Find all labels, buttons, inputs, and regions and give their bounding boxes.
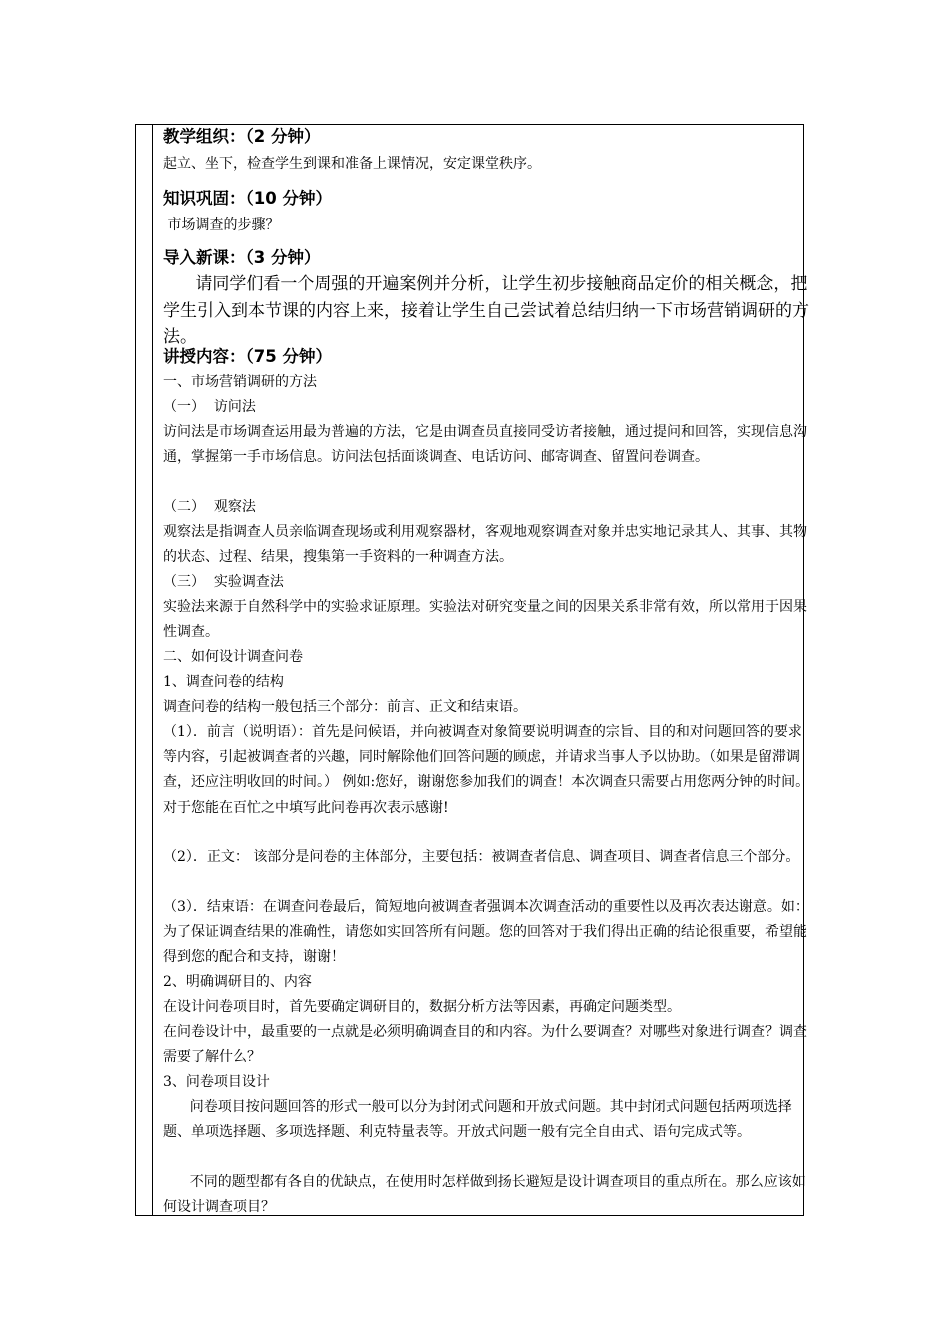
paragraph: （二） 观察法 — [163, 499, 256, 515]
paragraph: 问卷项目按问题回答的形式一般可以分为封闭式问题和开放式问题。其中封闭式问题包括两项选择题、单项选择题、多项选择题、利克特量表等。开放式问题一般有完全自由式、语句完成式等。 — [163, 1099, 792, 1141]
paragraph: 起立、坐下，检查学生到课和准备上课情况，安定课堂秩序。 — [163, 156, 541, 172]
paragraph: 一、市场营销调研的方法 — [163, 374, 317, 390]
paragraph: 实验法来源于自然科学中的实验求证原理。实验法对研究变量之间的因果关系非常有效，所以常用于因果性调查。 — [163, 599, 807, 641]
paragraph: （一） 访问法 — [163, 399, 256, 415]
paragraph: 访问法是市场调查运用最为普遍的方法，它是由调查员直接同受访者接触，通过提问和回答，实现信息沟通，掌握第一手市场信息。访问法包括面谈调查、电话访问、邮寄调查、留置问卷调查。 — [163, 424, 807, 466]
paragraph: （三） 实验调查法 — [163, 574, 284, 590]
paragraph: （2）．正文： 该部分是问卷的主体部分，主要包括：被调查者信息、调查项目、调查者信息三个部分。 — [163, 849, 800, 865]
paragraph: 在问卷设计中，最重要的一点就是必须明确调查目的和内容。为什么要调查？对哪些对象进行调查？调查需要了解什么？ — [163, 1024, 807, 1066]
lesson-table — [135, 124, 810, 1216]
section-heading: 讲授内容：（75 分钟） — [163, 347, 332, 366]
paragraph: 市场调查的步骤？ — [163, 217, 280, 233]
paragraph: 1、调查问卷的结构 — [163, 674, 284, 690]
paragraph: （3）．结束语：在调查问卷最后，简短地向被调查者强调本次调查活动的重要性以及再次表达谢意。如：为了保证调查结果的准确性，请您如实回答所有问题。您的回答对于我们得出正确的结论很重要，希望能得到您的配合和支持，谢谢！ — [163, 899, 809, 966]
lesson-content-cell — [163, 125, 810, 1216]
paragraph: 2、明确调研目的、内容 — [163, 974, 312, 990]
paragraph: 观察法是指调查人员亲临调查现场或利用观察器材，客观地观察调查对象并忠实地记录其人、其事、其物的状态、过程、结果，搜集第一手资料的一种调查方法。 — [163, 524, 807, 566]
paragraph: 请同学们看一个周强的开遍案例并分析，让学生初步接触商品定价的相关概念，把学生引入到本节课的内容上来，接着让学生自己尝试着总结归纳一下市场营销调研的方法。 — [163, 274, 809, 347]
table-left-column — [136, 125, 153, 1215]
paragraph: 二、如何设计调查问卷 — [163, 649, 303, 665]
paragraph: 调查问卷的结构一般包括三个部分：前言、正文和结束语。 — [163, 699, 527, 715]
section-heading: 导入新课：（3 分钟） — [163, 248, 321, 267]
paragraph: 不同的题型都有各自的优缺点，在使用时怎样做到扬长避短是设计调查项目的重点所在。那么应该如何设计调查项目？ — [163, 1174, 806, 1216]
section-heading: 知识巩固：（10 分钟） — [163, 189, 332, 208]
paragraph: 3、问卷项目设计 — [163, 1074, 270, 1090]
paragraph: 在设计问卷项目时，首先要确定调研目的，数据分析方法等因素，再确定问题类型。 — [163, 999, 681, 1015]
section-heading: 教学组织：（2 分钟） — [163, 127, 321, 146]
paragraph: （1）．前言（说明语）：首先是问候语，并向被调查对象简要说明调查的宗旨、目的和对问题回答的要求等内容，引起被调查者的兴趣，同时解除他们回答问题的顾虑，并请求当事人予以协助。（如果是留滞调查，还应注明收回的时间。） 例如:您好，谢谢您参加我们的调查！本次调查只需要占用您两分钟的时间。对于您能在百忙之中填写此问卷再次表示感谢! — [163, 724, 810, 816]
